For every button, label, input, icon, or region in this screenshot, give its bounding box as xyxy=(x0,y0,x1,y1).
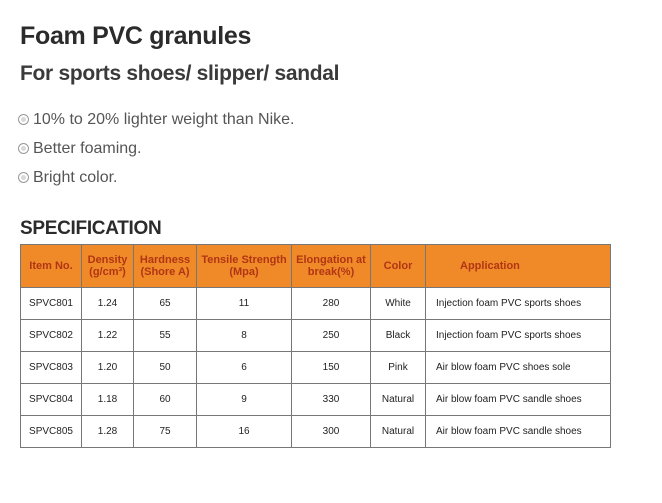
header-application: Application xyxy=(426,245,611,288)
table-row xyxy=(21,384,611,416)
cell-item-no: SPVC803 xyxy=(21,352,82,384)
specification-heading: SPECIFICATION xyxy=(20,218,162,239)
cell-color: Black xyxy=(371,320,426,352)
cell-hardness: 50 xyxy=(134,352,197,384)
cell-hardness: 60 xyxy=(134,384,197,416)
feature-text: Bright color. xyxy=(33,168,118,186)
feature-text: 10% to 20% lighter weight than Nike. xyxy=(33,110,295,128)
page-title: Foam PVC granules xyxy=(20,22,252,50)
cell-elongation: 300 xyxy=(292,416,371,448)
cell-color: White xyxy=(371,288,426,320)
cell-density: 1.22 xyxy=(82,320,134,352)
cell-color: Natural xyxy=(371,416,426,448)
header-elongation: Elongation at break(%) xyxy=(292,245,371,288)
table-row xyxy=(21,288,611,320)
cell-item-no: SPVC802 xyxy=(21,320,82,352)
cell-item-no: SPVC805 xyxy=(21,416,82,448)
cell-tensile: 8 xyxy=(197,320,292,352)
table-header-row xyxy=(21,245,611,288)
table-row xyxy=(21,320,611,352)
page-subtitle: For sports shoes/ slipper/ sandal xyxy=(20,62,340,85)
cell-density: 1.18 xyxy=(82,384,134,416)
header-density: Density (g/cm³) xyxy=(82,245,134,288)
cell-tensile: 9 xyxy=(197,384,292,416)
cell-color: Natural xyxy=(371,384,426,416)
cell-density: 1.28 xyxy=(82,416,134,448)
table-row xyxy=(21,416,611,448)
bullet-icon xyxy=(18,114,29,125)
cell-application: Air blow foam PVC sandle shoes xyxy=(426,384,611,416)
cell-hardness: 75 xyxy=(134,416,197,448)
cell-elongation: 150 xyxy=(292,352,371,384)
cell-density: 1.20 xyxy=(82,352,134,384)
cell-tensile: 11 xyxy=(197,288,292,320)
cell-tensile: 16 xyxy=(197,416,292,448)
cell-elongation: 250 xyxy=(292,320,371,352)
cell-application: Injection foam PVC sports shoes xyxy=(426,320,611,352)
cell-application: Air blow foam PVC shoes sole xyxy=(426,352,611,384)
bullet-icon xyxy=(18,143,29,154)
specification-table xyxy=(20,244,611,448)
cell-hardness: 55 xyxy=(134,320,197,352)
cell-application: Injection foam PVC sports shoes xyxy=(426,288,611,320)
cell-elongation: 330 xyxy=(292,384,371,416)
feature-item xyxy=(18,105,294,134)
header-item-no: Item No. xyxy=(21,245,82,288)
feature-item xyxy=(18,163,294,192)
cell-application: Air blow foam PVC sandle shoes xyxy=(426,416,611,448)
feature-text: Better foaming. xyxy=(33,139,142,157)
table-row xyxy=(21,352,611,384)
bullet-icon xyxy=(18,172,29,183)
cell-density: 1.24 xyxy=(82,288,134,320)
feature-list xyxy=(18,105,294,192)
header-hardness: Hardness (Shore A) xyxy=(134,245,197,288)
cell-item-no: SPVC804 xyxy=(21,384,82,416)
cell-hardness: 65 xyxy=(134,288,197,320)
cell-item-no: SPVC801 xyxy=(21,288,82,320)
feature-item xyxy=(18,134,294,163)
header-tensile-strength: Tensile Strength (Mpa) xyxy=(197,245,292,288)
cell-color: Pink xyxy=(371,352,426,384)
header-color: Color xyxy=(371,245,426,288)
cell-tensile: 6 xyxy=(197,352,292,384)
cell-elongation: 280 xyxy=(292,288,371,320)
